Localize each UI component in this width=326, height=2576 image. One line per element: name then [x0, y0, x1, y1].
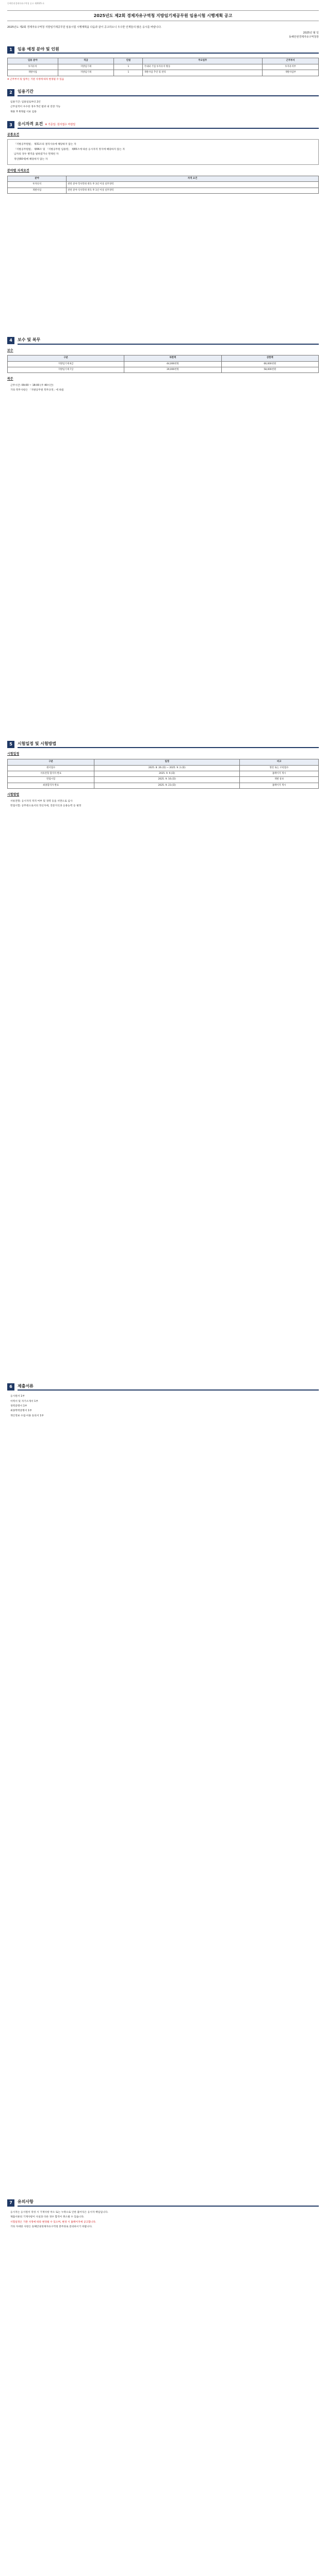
intro-text: 2025년도 제2회 경제자유구역청 지방임기제공무원 임용시험 시행계획을 다음과 같이 공고하오니 우수한 인재들의 많은 응시를 바랍니다. [7, 26, 161, 29]
section-number: 7 [7, 2199, 14, 2207]
table-header: 일정 [94, 759, 240, 765]
table-header: 자격 요건 [67, 176, 319, 181]
table-cell: 관련 분야 석사학위 취득 후 1년 이상 실무경력 [67, 188, 319, 193]
section-title: 임용 예정 분야 및 인원 [18, 46, 319, 54]
list-item: 제출서류의 기재사항이 사실과 다른 경우 합격이 취소될 수 있습니다. [10, 2216, 85, 2219]
table-cell: 투자유치 [8, 64, 58, 70]
table-header: 구분 [8, 355, 124, 361]
qualify-box [7, 139, 319, 165]
qualify-table [7, 176, 319, 194]
table-cell: 지방임기제 [58, 64, 114, 70]
table-cell: 홈페이지 게시 [240, 783, 319, 788]
schedule-table [7, 759, 319, 789]
table-header: 임용 분야 [8, 58, 58, 64]
list-item: 최종학력증명서 1부 [10, 1410, 32, 1413]
list-item: 면접시험: 공무원으로서의 정신자세, 전문지식과 응용능력 등 평정 [10, 805, 82, 808]
table-header: 직급 [58, 58, 114, 64]
table-header: 상한액 [221, 355, 318, 361]
sign-block [7, 31, 319, 39]
list-item: 임용기간: 임용일로부터 2년 [10, 100, 41, 104]
table-cell: 2025. 9. 16.(화) [94, 777, 240, 783]
subsection-title: 시험일정 [7, 752, 20, 756]
list-item: 정년(60세)에 해당하지 않는 자 [14, 158, 48, 161]
recruit-table [7, 58, 319, 76]
table-header: 근무부서 [263, 58, 319, 64]
sign-org: 동해안권경제자유구역청장 [289, 35, 319, 39]
table-row [8, 64, 319, 70]
list-item: 남자의 경우 병역을 필하였거나 면제된 자 [14, 153, 59, 156]
table-cell: 58,000천원 [221, 367, 318, 372]
section-6-header [7, 1383, 319, 1391]
table-header: 하한액 [124, 355, 221, 361]
table-cell: 개발사업부 [263, 70, 319, 76]
table-row [8, 182, 319, 188]
table-header: 주요업무 [143, 58, 263, 64]
spacer [7, 196, 319, 330]
table-cell: 2025. 9. 9.(화) [94, 771, 240, 776]
section-title-text: 응시자격 요건 [18, 122, 43, 127]
table-cell: 방문 또는 우편접수 [240, 765, 319, 771]
section-4-header [7, 337, 319, 345]
section-7-header [7, 2199, 319, 2207]
table-cell: 원서접수 [8, 765, 94, 771]
table-row [8, 70, 319, 76]
table-row [8, 367, 319, 372]
section-2-header [7, 89, 319, 96]
section-number: 6 [7, 1383, 14, 1391]
list-item: 응시원서 1부 [10, 1395, 25, 1398]
list-item: 시험일정은 기관 사정에 따라 변경될 수 있으며, 변경 시 홈페이지에 공고합니다. [10, 2221, 96, 2224]
table-cell: 관련 분야 학사학위 취득 후 3년 이상 실무경력 [67, 182, 319, 188]
list-item: 「지방공무원법」 제31조의 결격사유에 해당하지 않는 자 [14, 143, 76, 146]
list-item: 경력증명서 1부 [10, 1404, 27, 1408]
table-cell: 2025. 9. 23.(화) [94, 783, 240, 788]
table-cell: 1 [114, 70, 143, 76]
table-cell: 개발사업 추진 및 관리 [143, 70, 263, 76]
section-subtitle: ※ 기준일: 원서접수 마감일 [45, 123, 76, 127]
table-cell: 2025. 8. 26.(화) ~ 2025. 9. 2.(화) [94, 765, 240, 771]
section-3-header [7, 121, 319, 129]
table-row [8, 783, 319, 788]
table-cell: 국내외 기업 투자유치 활동 [143, 64, 263, 70]
table-row [8, 188, 319, 193]
section-title: 유의사항 [18, 2199, 319, 2207]
section-5-header [7, 741, 319, 749]
announcement-number: 동해안권경제자유구역청 공고 제2025-호 [7, 2, 45, 5]
list-item: 서류전형: 응시자격 적격 여부 및 경력 등을 서면으로 심사 [10, 800, 73, 803]
table-cell: 44,000천원 [124, 361, 221, 367]
section-1-header [7, 46, 319, 54]
table-cell: 66,000천원 [221, 361, 318, 367]
table-cell: 1 [114, 64, 143, 70]
subsection-title: 보수 [7, 348, 13, 352]
table-cell: 개발사업 [8, 70, 58, 76]
table-cell: 투자유치 [8, 182, 67, 188]
spacer [7, 809, 319, 1376]
section-title: 제출서류 [18, 1383, 319, 1391]
table-cell: 지방임기제 [58, 70, 114, 76]
table-cell: 지방임기제 6급 [8, 361, 124, 367]
section-number: 3 [7, 121, 14, 128]
table-cell: 지방임기제 7급 [8, 367, 124, 372]
list-item: 개인정보 수집·이용 동의서 1부 [10, 1414, 44, 1417]
section-number: 2 [7, 89, 14, 96]
list-item: 기타 자세한 사항은 동해안권경제자유구역청 총무과로 문의하시기 바랍니다. [10, 2226, 92, 2229]
table-row [8, 771, 319, 776]
page-title: 2025년도 제2회 경제자유구역청 지방임기제공무원 임용시험 시행계획 공고 [7, 10, 319, 22]
list-item: 근무시간: 09:00 ~ 18:00 (주 40시간) [10, 384, 54, 387]
sign-date: 2025년 월 일 [303, 31, 319, 35]
table-header: 구분 [8, 759, 94, 765]
subsection-title: 분야별 자격요건 [7, 169, 29, 173]
spacer [7, 1419, 319, 2192]
section-title [18, 121, 319, 129]
section-title: 임용기간 [18, 89, 319, 96]
table-header: 인원 [114, 58, 143, 64]
table-header: 비고 [240, 759, 319, 765]
section-title: 보수 및 복무 [18, 337, 319, 345]
table-cell: 서류전형 합격자 발표 [8, 771, 94, 776]
subsection-title: 복무 [7, 377, 13, 381]
list-item: 기타 복무사항은 「지방공무원 복무규정」에 따름 [10, 389, 64, 392]
table-row [8, 777, 319, 783]
table-cell: 면접시험 [8, 777, 94, 783]
section-number: 4 [7, 337, 14, 344]
table-cell: 투자유치부 [263, 64, 319, 70]
list-item: 응시자는 응시원서 작성 시 기재사항 착오 또는 누락으로 인한 불이익은 응시자 책임입니다. [10, 2211, 108, 2214]
table-cell: 최종합격자 발표 [8, 783, 94, 788]
list-item: 근무실적이 우수한 경우 5년 범위 내 연장 가능 [10, 106, 61, 109]
table-cell: 홈페이지 게시 [240, 771, 319, 776]
table-header: 분야 [8, 176, 67, 181]
subsection-title: 시험방법 [7, 793, 20, 796]
section-title: 시험일정 및 시험방법 [18, 741, 319, 749]
section-number: 5 [7, 741, 14, 748]
table-cell: 개별 통보 [240, 777, 319, 783]
list-item: 채용 후 6개월 시보 임용 [10, 110, 37, 113]
spacer [7, 394, 319, 734]
table-row [8, 765, 319, 771]
table-note: ※ 근무부서 및 업무는 기관 사정에 따라 변경될 수 있음 [7, 78, 64, 81]
table-row [8, 361, 319, 367]
table-cell: 39,000천원 [124, 367, 221, 372]
list-item: 이력서 및 자기소개서 1부 [10, 1400, 38, 1403]
pay-table [7, 355, 319, 373]
subsection-title: 공통요건 [7, 132, 20, 137]
list-item: 「지방공무원법」 제66조 및 「지방공무원 임용령」 제65조에 따른 응시자격 정지에 해당하지 않는 자 [14, 148, 125, 151]
table-cell: 개발사업 [8, 188, 67, 193]
section-number: 1 [7, 46, 14, 54]
